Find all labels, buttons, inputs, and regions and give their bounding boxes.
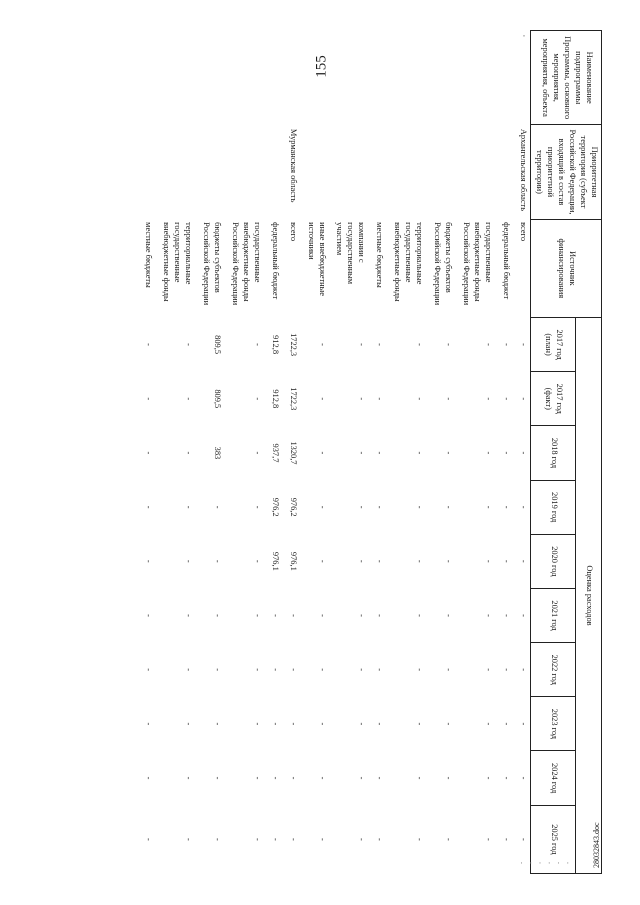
row-value-cell: -	[213, 776, 223, 780]
row-value-cell: -	[213, 722, 223, 726]
row-value-cell: -	[519, 343, 529, 346]
row-value-cell: 912,8	[270, 335, 280, 354]
row-value-cell: -	[288, 668, 298, 672]
row-value-cell: -	[415, 722, 425, 726]
row-value-cell: -	[375, 559, 385, 563]
row-value-cell: -	[357, 668, 367, 672]
header-year: 2017 год (план)	[531, 317, 575, 371]
row-source-cell: федеральный бюджет	[270, 222, 280, 300]
row-name-cell	[156, 31, 196, 125]
row-name-cell	[455, 31, 495, 125]
row-value-cell: -	[317, 343, 327, 346]
row-region-cell: Архангельская область	[519, 128, 529, 212]
row-value-cell: -	[252, 722, 262, 726]
row-value-cell: -	[443, 837, 453, 841]
row-value-cell: -	[317, 451, 327, 455]
table-row	[329, 31, 369, 874]
row-value-cell: -	[252, 505, 262, 509]
row-region-cell	[138, 125, 156, 219]
row-value-cell: -	[519, 776, 529, 780]
table-row	[264, 31, 282, 874]
row-value-cell: -	[184, 776, 194, 780]
row-value-cell: -	[357, 343, 367, 346]
row-value-cell: -	[501, 837, 511, 841]
row-source-cell: всего	[288, 222, 298, 242]
row-value-cell: -	[443, 397, 453, 401]
table-row	[513, 31, 531, 874]
row-value-cell: -	[443, 451, 453, 455]
table-row	[156, 31, 196, 874]
row-source-cell: государственные внебюджетные фонды Российской Федерации	[461, 222, 493, 306]
row-value-cell: -	[270, 776, 280, 780]
row-value-cell: -	[144, 343, 154, 346]
header-year: 2024 год	[531, 751, 575, 805]
row-value-cell: -	[483, 397, 493, 401]
row-region-cell	[455, 125, 495, 219]
row-source-cell: территориальные государственные внебюджетные фонды	[393, 222, 425, 302]
row-value-cell: -	[317, 397, 327, 401]
row-value-cell: -	[519, 559, 529, 563]
row-value-cell: 809,5	[213, 389, 223, 409]
row-region-cell	[368, 125, 386, 219]
row-value-cell: -	[483, 343, 493, 346]
row-value-cell: -	[519, 397, 529, 401]
row-name-cell	[300, 31, 329, 125]
row-source-cell: территориальные государственные внебюджетные фонды	[162, 222, 194, 302]
row-value-cell: -	[252, 343, 262, 346]
row-value-cell: -	[483, 776, 493, 780]
table-row	[300, 31, 329, 874]
row-value-cell: -	[501, 559, 511, 563]
row-source-cell: местные бюджеты	[375, 222, 385, 288]
row-value-cell: -	[519, 614, 529, 617]
row-value-cell: -	[357, 451, 367, 455]
row-value-cell: -	[317, 505, 327, 509]
row-value-cell: 912,8	[270, 389, 280, 409]
row-name-cell	[224, 31, 264, 125]
row-value-cell: 1320,7	[288, 441, 298, 465]
row-value-cell: -	[357, 776, 367, 780]
table-row	[368, 31, 386, 874]
row-value-cell: -	[288, 614, 298, 617]
row-value-cell: -	[375, 343, 385, 346]
header-expense-estimate: Оценка расходов	[575, 317, 601, 873]
row-region-cell	[224, 125, 264, 219]
row-value-cell: 809,5	[213, 335, 223, 354]
row-value-cell: -	[501, 722, 511, 726]
row-value-cell: -	[213, 614, 223, 617]
row-region-cell	[156, 125, 196, 219]
header-year: 2020 год	[531, 534, 575, 588]
table-row	[195, 31, 224, 874]
row-region-cell: Мурманская область	[288, 128, 298, 203]
row-value-cell: -	[252, 668, 262, 672]
row-value-cell: 976,2	[270, 497, 280, 517]
row-value-cell: -	[415, 614, 425, 617]
row-value-cell: -	[501, 505, 511, 509]
row-value-cell: -	[184, 559, 194, 563]
row-value-cell: -	[483, 668, 493, 672]
row-source-cell: местные бюджеты	[144, 222, 154, 288]
row-value-cell: -	[415, 559, 425, 563]
header-year: 2019 год	[531, 480, 575, 534]
table-body	[138, 31, 531, 874]
row-region-cell	[495, 125, 513, 219]
row-value-cell: -	[213, 668, 223, 672]
row-value-cell: -	[415, 776, 425, 780]
row-source-cell: иные внебюджетные источники	[306, 222, 327, 296]
row-value-cell: 976,1	[288, 551, 298, 571]
row-value-cell: 1722,3	[288, 387, 298, 411]
row-value-cell: -	[357, 837, 367, 841]
table-row	[138, 31, 156, 874]
row-value-cell: -	[519, 722, 529, 726]
row-value-cell: -	[317, 776, 327, 780]
footer-filename: 28032843.doc	[592, 822, 601, 868]
row-value-cell: -	[288, 837, 298, 841]
row-region-cell	[329, 125, 369, 219]
row-value-cell: -	[483, 722, 493, 726]
row-value-cell: -	[252, 776, 262, 780]
row-region-cell	[426, 125, 455, 219]
row-value-cell: -	[213, 837, 223, 841]
row-value-cell: -	[184, 343, 194, 346]
table-row	[495, 31, 513, 874]
row-value-cell: -	[501, 343, 511, 346]
row-value-cell: -	[375, 505, 385, 509]
table-row	[224, 31, 264, 874]
row-value-cell: -	[415, 505, 425, 509]
table-row	[455, 31, 495, 874]
row-value-cell: 1722,3	[288, 333, 298, 357]
row-value-cell: -	[270, 668, 280, 672]
row-name-cell	[368, 31, 386, 125]
row-value-cell: -	[375, 614, 385, 617]
table-row	[426, 31, 455, 874]
row-value-cell: -	[375, 776, 385, 780]
rotated-table-container	[62, 30, 602, 874]
row-value-cell: -	[375, 722, 385, 726]
row-value-cell: -	[483, 505, 493, 509]
row-source-cell: компании с государственным участием	[335, 222, 367, 285]
header-year: 2021 год	[531, 588, 575, 642]
row-value-cell: -	[144, 505, 154, 509]
row-name-cell	[138, 31, 156, 125]
row-value-cell: -	[252, 559, 262, 563]
row-value-cell: -	[519, 451, 529, 455]
row-region-cell	[264, 125, 282, 219]
row-value-cell: -	[270, 837, 280, 841]
row-value-cell: -	[252, 397, 262, 401]
row-name-cell	[282, 31, 300, 125]
table-row	[386, 31, 426, 874]
header-year: 2017 год (факт)	[531, 372, 575, 426]
row-value-cell: -	[317, 614, 327, 617]
row-value-cell: -	[213, 559, 223, 563]
row-name-cell	[195, 31, 224, 125]
row-value-cell: -	[415, 343, 425, 346]
row-value-cell: -	[144, 559, 154, 563]
header-year: 2025 год	[531, 805, 575, 873]
row-value-cell: -	[184, 451, 194, 455]
header-source: Источник финансирования	[531, 219, 602, 317]
row-value-cell: -	[288, 722, 298, 726]
row-value-cell: -	[184, 505, 194, 509]
row-value-cell: -	[184, 397, 194, 401]
row-value-cell: -	[443, 505, 453, 509]
budget-table	[138, 30, 602, 874]
row-name-cell	[426, 31, 455, 125]
row-value-cell: -	[144, 776, 154, 780]
row-region-cell	[195, 125, 224, 219]
row-value-cell: -	[213, 505, 223, 509]
row-value-cell: -	[375, 397, 385, 401]
row-value-cell: -	[519, 837, 529, 841]
header-year: 2023 год	[531, 697, 575, 751]
row-value-cell: -	[415, 668, 425, 672]
row-value-cell: -	[519, 505, 529, 509]
row-value-cell: -	[501, 397, 511, 401]
row-value-cell: -	[443, 559, 453, 563]
row-region-cell	[386, 125, 426, 219]
row-source-cell: бюджеты субъектов Российской Федерации	[202, 222, 223, 306]
row-value-cell: -	[317, 722, 327, 726]
row-value-cell: -	[144, 668, 154, 672]
row-name-cell	[386, 31, 426, 125]
row-name-cell	[264, 31, 282, 125]
row-value-cell: 937,7	[270, 443, 280, 463]
row-value-cell: -	[415, 451, 425, 455]
row-value-cell: -	[501, 614, 511, 617]
row-source-cell: бюджеты субъектов Российской Федерации	[432, 222, 453, 306]
row-value-cell: -	[184, 614, 194, 617]
row-value-cell: 976,2	[288, 497, 298, 517]
row-value-cell: -	[443, 614, 453, 617]
row-name-cell	[495, 31, 513, 125]
row-value-cell: -	[501, 776, 511, 780]
row-value-cell: -	[357, 722, 367, 726]
row-value-cell: -	[144, 614, 154, 617]
row-value-cell: 976,1	[270, 551, 280, 571]
row-value-cell: -	[357, 614, 367, 617]
row-value-cell: -	[252, 614, 262, 617]
row-value-cell: -	[415, 837, 425, 841]
row-value-cell: -	[270, 722, 280, 726]
row-value-cell: -	[375, 668, 385, 672]
row-source-cell: всего	[519, 222, 529, 242]
row-value-cell: -	[184, 722, 194, 726]
row-value-cell: -	[317, 668, 327, 672]
row-region-cell	[300, 125, 329, 219]
row-value-cell: -	[415, 397, 425, 401]
row-name-cell: ·	[519, 34, 529, 38]
row-value-cell: -	[443, 343, 453, 346]
row-value-cell: -	[357, 505, 367, 509]
row-value-cell: -	[144, 837, 154, 841]
row-value-cell: -	[357, 559, 367, 563]
row-source-cell: федеральный бюджет	[501, 222, 511, 300]
row-value-cell: -	[184, 668, 194, 672]
table-row	[282, 31, 300, 874]
row-value-cell: -	[519, 668, 529, 672]
header-year: 2018 год	[531, 426, 575, 480]
row-value-cell: -	[443, 668, 453, 672]
row-value-cell: -	[483, 614, 493, 617]
row-value-cell: -	[317, 837, 327, 841]
row-value-cell: -	[483, 837, 493, 841]
row-value-cell: -	[443, 722, 453, 726]
header-name: Наименование подпрограммы Программы, основного мероприятия, мероприятия, объекта	[531, 31, 602, 125]
row-name-cell	[329, 31, 369, 125]
row-value-cell: -	[501, 451, 511, 455]
row-value-cell: -	[501, 668, 511, 672]
row-value-cell: -	[375, 837, 385, 841]
header-territory: Приоритетная территория (субъект Российской Федерации, входящий в состав приоритетной территории)	[531, 125, 602, 219]
row-value-cell: -	[144, 722, 154, 726]
row-value-cell: -	[144, 451, 154, 455]
row-value-cell: -	[483, 559, 493, 563]
page-number: 155	[313, 55, 330, 78]
row-value-cell: -	[317, 559, 327, 563]
row-value-cell: -	[252, 451, 262, 455]
row-value-cell: -	[288, 776, 298, 780]
row-value-cell: 383	[213, 446, 223, 460]
row-value-cell: -	[443, 776, 453, 780]
row-value-cell: -	[375, 451, 385, 455]
row-value-cell: -	[357, 397, 367, 401]
row-value-cell: -	[184, 837, 194, 841]
row-value-cell: -	[252, 837, 262, 841]
scan-specks: · · · · · ·	[520, 858, 572, 868]
row-value-cell: -	[483, 451, 493, 455]
row-source-cell: государственные внебюджетные фонды Российской Федерации	[231, 222, 262, 306]
row-value-cell: -	[270, 614, 280, 617]
header-year: 2022 год	[531, 643, 575, 697]
row-value-cell: -	[144, 397, 154, 401]
